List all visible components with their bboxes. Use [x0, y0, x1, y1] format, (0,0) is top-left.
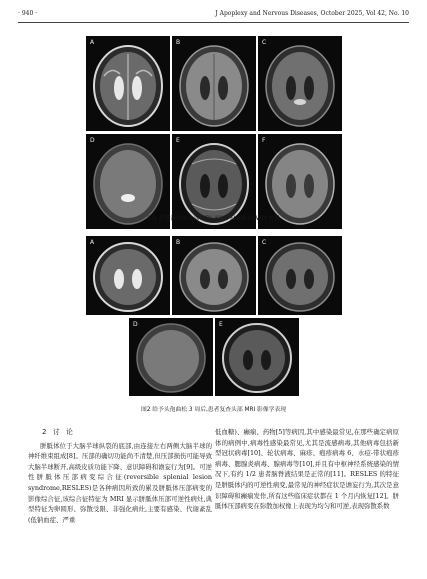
brain-mri-image [258, 236, 342, 315]
running-header [18, 10, 409, 22]
header-rule [18, 22, 409, 23]
brain-mri-image [215, 318, 299, 396]
figure-1-panel-b [172, 36, 256, 131]
figure-1-caption: 图1 患者治疗前头部 MRI 平扫+FLAIR+DWI+增强 [147, 216, 280, 222]
figure-1-panel-c [258, 36, 342, 131]
brain-mri-image [86, 36, 170, 131]
panel-label: F [262, 137, 266, 144]
figure-2-panel-b [172, 236, 256, 315]
journal-citation: J Apoplexy and Nervous Diseases, October 2025, Vol 42, No. 10 [215, 10, 409, 17]
body-column-right [215, 427, 399, 512]
paragraph: 胼胝体位于大脑半球纵裂的底部,由连接左右两侧大脑半球的神纤维束组成[8]。压部的确切功能尚不清楚,但压部损伤可能导致大脑半球断开,高级皮质功能下降、意识障碍和谵妄行为[9]。可逆性胼胝体压部病变综合征(reversible splenial lesion syndrome,RESLES)是各种病因所致的累及胼胝体压部病变的影像综合征,该综合征特征为 MRI 显示胼胝体压部可逆性病灶,典型特征为卵圆形、弥散受限、非强化病灶,主要有感染、代谢紊乱(低钠血症、严重 [28, 441, 212, 524]
figure-2-panel-d [129, 318, 213, 396]
panel-label: A [90, 239, 95, 246]
panel-label: B [176, 39, 181, 46]
panel-label: B [176, 239, 181, 246]
figure-2-panel-a [86, 236, 170, 315]
figure-2-panel-e [215, 318, 299, 396]
figure-1 [86, 36, 342, 234]
panel-label: C [262, 239, 267, 246]
brain-mri-image [129, 318, 213, 396]
brain-mri-image [172, 36, 256, 131]
page-number: · 940 · [18, 10, 38, 17]
figure-2 [86, 236, 342, 396]
brain-mri-image [258, 36, 342, 131]
panel-label: E [176, 137, 180, 144]
figure-2-panel-c [258, 236, 342, 315]
brain-mri-image [86, 236, 170, 315]
figure-1-panel-a [86, 36, 170, 131]
body-column-left [28, 427, 212, 525]
brain-mri-image [172, 236, 256, 315]
panel-label: E [219, 321, 223, 328]
paragraph: 低血糖)、癫痫、药物[5]等病因,其中感染最常见,在那些确定病原体的病例中,病毒性感染最常见,尤其是流感病毒,其他病毒包括新型冠状病毒[10]、轮状病毒、麻疹、疱疹病毒 6、水痘-带状疱疹病毒、腮腺炎病毒、腺病毒等[10],并且有中枢神经系统感染的情况下,有约 1/2 患者脑脊液结果是正常的[11]。RESLES 的特征是胼胝体内的可逆性病变,最常见的神经症状是谵妄行为,其次是意识障碍和癫痫发作,所有这些临床症状都在 1 个月内恢复[12]。胼胝体压部病变在弥散加权像上表现为均匀和可逆,表现弥散系数 [215, 428, 399, 511]
panel-label: D [90, 137, 95, 144]
figure-2-caption: 图2 给予头孢曲松 3 周后,患者复查头部 MRI 影像学表现 [140, 407, 287, 413]
section-title: 2 讨 论 [42, 428, 75, 436]
panel-label: C [262, 39, 267, 46]
panel-label: D [133, 321, 138, 328]
panel-label: A [90, 39, 95, 46]
